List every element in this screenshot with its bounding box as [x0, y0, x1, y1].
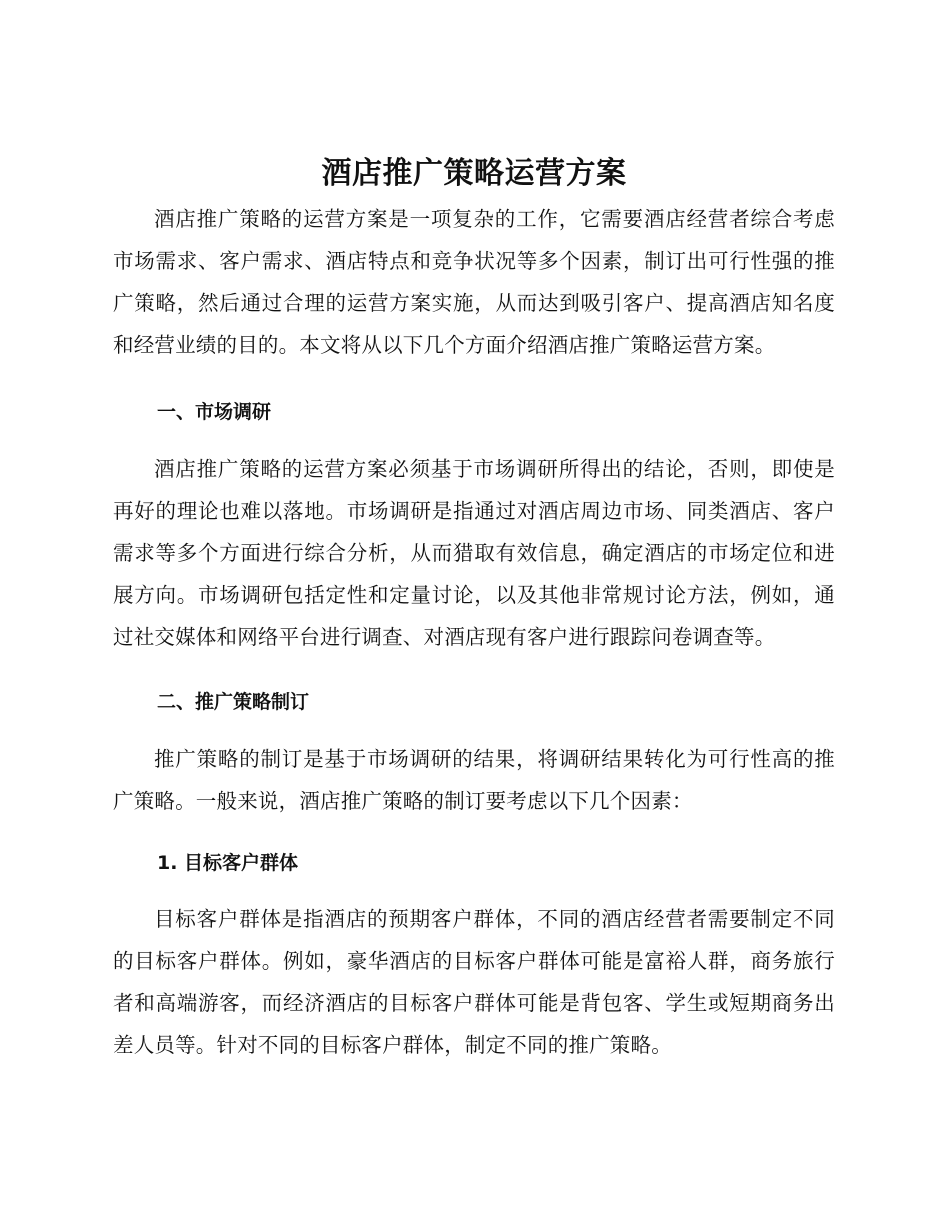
- document-content: [113, 150, 835, 1066]
- section-heading-market-research: 一、市场调研: [157, 401, 272, 423]
- strategy-paragraph: 推广策略的制订是基于市场调研的结果，将调研结果转化为可行性高的推广策略。一般来说，酒店推广策略的制订要考虑以下几个因素：: [113, 747, 835, 813]
- market-research-paragraph: 酒店推广策略的运营方案必须基于市场调研所得出的结论，否则，即使是再好的理论也难以落地。市场调研是指通过对酒店周边市场、同类酒店、客户需求等多个方面进行综合分析，从而猎取有效信息，确定酒店的市场定位和进展方向。市场调研包括定性和定量讨论，以及其他非常规讨论方法，例如，通过社交媒体和网络平台进行调查、对酒店现有客户进行跟踪问卷调查等。: [113, 457, 835, 649]
- intro-paragraph: 酒店推广策略的运营方案是一项复杂的工作，它需要酒店经营者综合考虑市场需求、客户需求、酒店特点和竞争状况等多个因素，制订出可行性强的推广策略，然后通过合理的运营方案实施，从而达到吸引客户、提高酒店知名度和经营业绩的目的。本文将从以下几个方面介绍酒店推广策略运营方案。: [113, 207, 835, 357]
- target-customers-paragraph: 目标客户群体是指酒店的预期客户群体，不同的酒店经营者需要制定不同的目标客户群体。例如，豪华酒店的目标客户群体可能是富裕人群，商务旅行者和高端游客，而经济酒店的目标客户群体可能是背包客、学生或短期商务出差人员等。针对不同的目标客户群体，制定不同的推广策略。: [113, 907, 835, 1057]
- document-title: 酒店推广策略运营方案: [321, 156, 627, 191]
- section-heading-strategy: 二、推广策略制订: [157, 691, 310, 713]
- subsection-heading-target-customers: 1. 目标客户群体: [157, 852, 299, 874]
